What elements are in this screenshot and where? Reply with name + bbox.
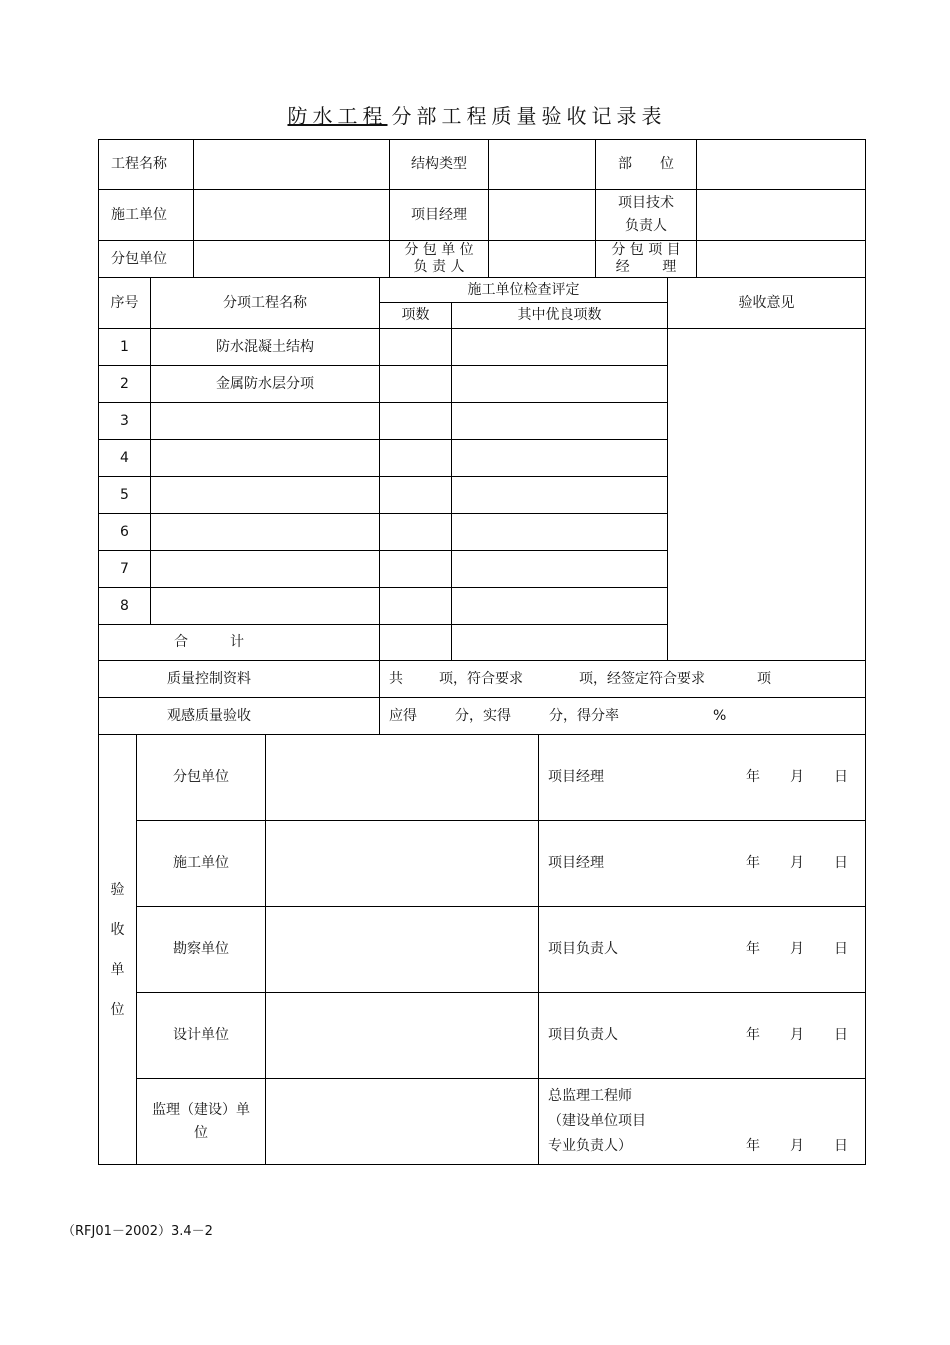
row-count[interactable]	[380, 477, 452, 514]
count-header: 项数	[380, 303, 452, 329]
vertical-char: 收	[110, 921, 125, 938]
role-cell[interactable]	[539, 993, 866, 1079]
date-year: 年	[746, 1138, 760, 1155]
date-day: 日	[834, 769, 848, 786]
date-day: 日	[834, 1138, 848, 1155]
sub-pm-label-line1: 分 包 项 目	[611, 242, 681, 259]
row-name[interactable]: 防水混凝土结构	[151, 329, 380, 366]
supervisor-signature-field[interactable]	[266, 1079, 539, 1165]
structure-type-field[interactable]	[489, 140, 596, 190]
row-no: 2	[99, 366, 151, 403]
date-day: 日	[834, 855, 848, 872]
total-label: 合 计	[99, 625, 380, 661]
row-no: 1	[99, 329, 151, 366]
tech-lead-label-line1: 项目技术	[618, 195, 674, 212]
supervisor-unit-label	[137, 1079, 266, 1165]
unit-signature-field[interactable]	[266, 821, 539, 907]
appearance-t3: 分，得分率	[549, 707, 619, 724]
row-name[interactable]	[151, 588, 380, 625]
vertical-char: 验	[110, 881, 125, 898]
supervisor-unit-line2: 位	[194, 1124, 208, 1141]
vertical-char: 位	[110, 1001, 125, 1018]
role-label: 项目经理	[548, 855, 604, 872]
row-name[interactable]	[151, 514, 380, 551]
row-excellent[interactable]	[452, 403, 668, 440]
role-cell[interactable]	[539, 907, 866, 993]
quality-docs-t2: 项，符合要求	[439, 670, 523, 687]
subcontractor-label: 分包单位	[99, 241, 194, 278]
row-name[interactable]	[151, 477, 380, 514]
role-cell[interactable]	[539, 735, 866, 821]
date-year: 年	[746, 855, 760, 872]
date-year: 年	[746, 1027, 760, 1044]
form-title-project: 防水工程	[287, 104, 388, 128]
row-count[interactable]	[380, 329, 452, 366]
row-name[interactable]: 金属防水层分项	[151, 366, 380, 403]
items-table	[98, 277, 866, 735]
row-excellent[interactable]	[452, 329, 668, 366]
date-month: 月	[790, 1138, 804, 1155]
structure-type-label: 结构类型	[390, 140, 489, 190]
unit-signature-field[interactable]	[266, 993, 539, 1079]
quality-docs-t1: 共	[389, 670, 403, 687]
date-year: 年	[746, 941, 760, 958]
date-month: 月	[790, 941, 804, 958]
unit-label: 设计单位	[137, 993, 266, 1079]
date-month: 月	[790, 769, 804, 786]
row-no: 8	[99, 588, 151, 625]
tech-lead-label-line2: 负责人	[625, 218, 667, 234]
tech-lead-field[interactable]	[697, 190, 866, 241]
row-excellent[interactable]	[452, 514, 668, 551]
sub-lead-label-line2: 负 责 人	[413, 259, 465, 275]
sub-pm-label-line2: 经 理	[615, 259, 677, 275]
date-fields	[738, 941, 848, 957]
unit-signature-field[interactable]	[266, 735, 539, 821]
row-name[interactable]	[151, 403, 380, 440]
role-label: 项目负责人	[548, 941, 618, 958]
project-name-label: 工程名称	[99, 140, 194, 190]
row-no: 4	[99, 440, 151, 477]
sub-pm-label	[596, 241, 697, 278]
tech-lead-label	[596, 190, 697, 241]
date-fields	[738, 855, 848, 871]
role-label: 项目经理	[548, 769, 604, 786]
sub-lead-field[interactable]	[489, 241, 596, 278]
acceptance-units-vertical-label	[99, 735, 137, 1165]
row-no: 5	[99, 477, 151, 514]
row-excellent[interactable]	[452, 366, 668, 403]
header-table	[98, 139, 866, 278]
row-name[interactable]	[151, 551, 380, 588]
row-excellent[interactable]	[452, 440, 668, 477]
vertical-char: 单	[110, 961, 125, 978]
opinion-field[interactable]	[668, 329, 866, 661]
date-fields	[738, 769, 848, 785]
seq-header: 序号	[99, 278, 151, 329]
acceptance-table	[98, 734, 866, 1165]
quality-docs-t4: 项	[757, 670, 771, 687]
position-field[interactable]	[697, 140, 866, 190]
project-manager-field[interactable]	[489, 190, 596, 241]
row-count[interactable]	[380, 403, 452, 440]
supervisor-role-line2: （建设单位项目	[548, 1112, 646, 1129]
supervisor-unit-line1: 监理（建设）单	[152, 1102, 250, 1119]
row-excellent[interactable]	[452, 477, 668, 514]
appearance-t1: 应得	[389, 707, 417, 724]
contractor-field[interactable]	[194, 190, 390, 241]
sub-lead-label	[390, 241, 489, 278]
project-name-field[interactable]	[194, 140, 390, 190]
opinion-header: 验收意见	[668, 278, 866, 329]
unit-signature-field[interactable]	[266, 907, 539, 993]
unit-label: 勘察单位	[137, 907, 266, 993]
row-no: 6	[99, 514, 151, 551]
supervisor-role-cell[interactable]	[539, 1079, 866, 1165]
row-count[interactable]	[380, 514, 452, 551]
quality-docs-t3: 项，经签定符合要求	[579, 670, 705, 687]
supervisor-role-line3: 专业负责人）	[548, 1138, 632, 1155]
date-fields	[738, 1027, 848, 1043]
project-manager-label: 项目经理	[390, 190, 489, 241]
row-name[interactable]	[151, 440, 380, 477]
form-code: （RFJ01－2002）3.4－2	[62, 1224, 213, 1239]
appearance-t2: 分，实得	[455, 707, 511, 724]
position-label: 部 位	[596, 140, 697, 190]
quality-docs-field[interactable]	[380, 661, 866, 698]
form-title-suffix: 分部工程质量验收记录表	[391, 104, 667, 128]
date-month: 月	[790, 855, 804, 872]
row-count[interactable]	[380, 588, 452, 625]
row-count[interactable]	[380, 440, 452, 477]
role-label: 项目负责人	[548, 1027, 618, 1044]
appearance-label: 观感质量验收	[99, 698, 380, 735]
date-day: 日	[834, 1027, 848, 1044]
unit-label: 施工单位	[137, 821, 266, 907]
date-month: 月	[790, 1027, 804, 1044]
row-excellent[interactable]	[452, 551, 668, 588]
check-eval-header: 施工单位检查评定	[380, 278, 668, 303]
appearance-field[interactable]	[380, 698, 866, 735]
excellent-header: 其中优良项数	[452, 303, 668, 329]
row-excellent[interactable]	[452, 588, 668, 625]
row-count[interactable]	[380, 551, 452, 588]
total-count[interactable]	[380, 625, 452, 661]
date-day: 日	[834, 941, 848, 958]
form-title	[0, 100, 950, 129]
row-no: 3	[99, 403, 151, 440]
appearance-t4: %	[713, 707, 727, 724]
total-excellent[interactable]	[452, 625, 668, 661]
subcontractor-field[interactable]	[194, 241, 390, 278]
date-fields	[738, 1138, 848, 1154]
date-year: 年	[746, 769, 760, 786]
sub-lead-label-line1: 分 包 单 位	[404, 242, 474, 259]
item-name-header: 分项工程名称	[151, 278, 380, 329]
quality-docs-label: 质量控制资料	[99, 661, 380, 698]
unit-label: 分包单位	[137, 735, 266, 821]
sub-pm-field[interactable]	[697, 241, 866, 278]
row-no: 7	[99, 551, 151, 588]
row-count[interactable]	[380, 366, 452, 403]
supervisor-role-line1: 总监理工程师	[548, 1087, 632, 1104]
contractor-label: 施工单位	[99, 190, 194, 241]
role-cell[interactable]	[539, 821, 866, 907]
